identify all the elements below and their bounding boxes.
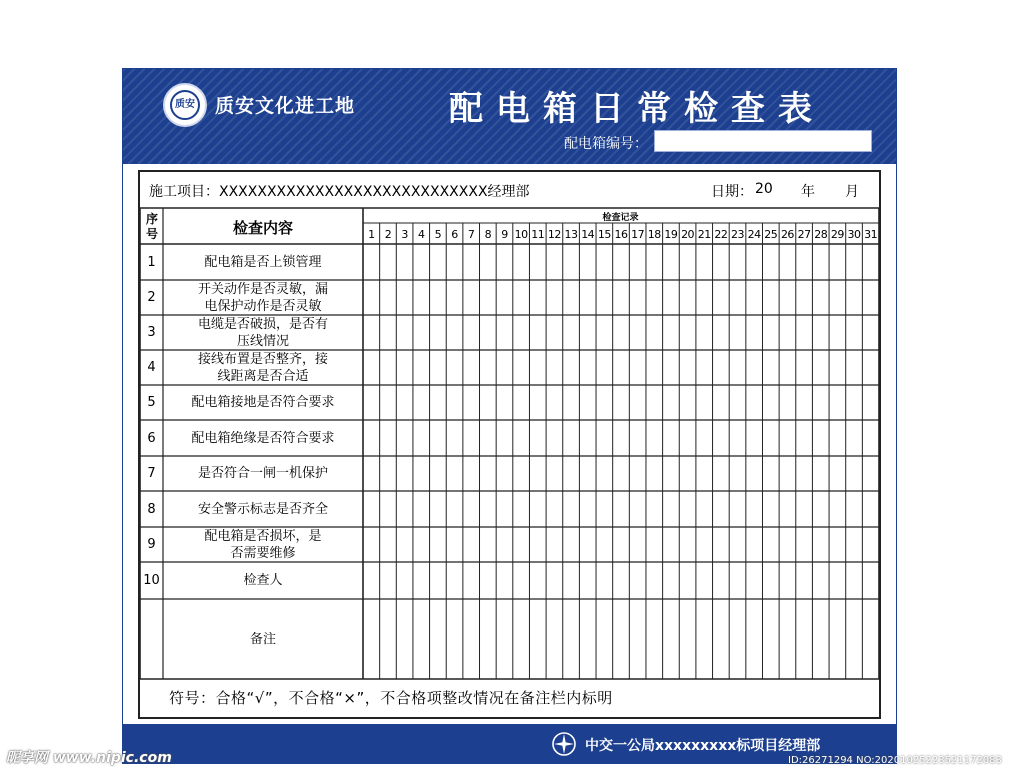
row-content: 安全警示标志是否齐全 [197, 501, 328, 517]
row-number: 1 [147, 254, 156, 270]
day-number: 28 [814, 228, 828, 241]
row-number: 10 [143, 573, 160, 588]
day-number: 16 [614, 228, 628, 241]
day-number: 21 [697, 228, 711, 241]
day-number: 19 [664, 228, 678, 241]
row-number: 6 [147, 430, 156, 446]
day-number: 5 [434, 228, 442, 241]
day-number: 18 [647, 228, 661, 241]
day-number: 29 [830, 228, 844, 241]
day-number: 25 [764, 228, 778, 241]
symbol-legend: 符号：合格“√”，不合格“×”，不合格项整改情况在备注栏内标明 [169, 689, 613, 707]
day-number: 6 [451, 228, 458, 241]
row-content: 开关动作是否灵敏，漏 电保护动作是否灵敏 [197, 281, 328, 314]
date-year: 20 [755, 181, 773, 197]
slogan: 质安文化进工地 [215, 95, 356, 117]
record-header: 检查记录 [602, 212, 639, 223]
row-number: 4 [147, 360, 156, 375]
day-number: 27 [797, 228, 811, 241]
day-number: 8 [484, 228, 492, 241]
day-number: 22 [714, 228, 728, 241]
row-number: 8 [147, 501, 156, 517]
date-month-unit: 月 [845, 184, 859, 200]
day-number: 10 [514, 228, 528, 241]
day-number: 9 [501, 228, 508, 241]
watermark-id: ID:26271294 NO:20201025223521172083 [788, 755, 1002, 766]
day-number: 2 [384, 228, 392, 241]
row-number: 5 [147, 395, 156, 410]
row-content: 配电箱是否损坏，是 否需要维修 [204, 528, 322, 561]
footer-company: 中交一公局xxxxxxxxx标项目经理部 [585, 738, 821, 754]
day-number: 31 [864, 228, 878, 241]
day-number: 1 [368, 228, 375, 241]
day-number: 7 [467, 228, 475, 241]
day-number: 3 [401, 228, 408, 241]
watermark-site: 昵享网 www.nipic.com [6, 750, 172, 766]
row-number: 3 [147, 325, 156, 340]
company-logo-icon [551, 731, 577, 757]
day-number: 20 [681, 228, 695, 241]
day-number: 30 [847, 228, 861, 241]
row-content: 配电箱是否上锁管理 [204, 254, 322, 270]
footer-banner [123, 724, 896, 763]
day-number: 26 [780, 228, 794, 241]
day-number: 23 [731, 228, 744, 241]
row-content: 检查人 [243, 573, 283, 588]
row-content: 配电箱接地是否符合要求 [191, 395, 335, 410]
remarks-label: 备注 [249, 631, 276, 647]
seq-header: 序号 [145, 212, 158, 241]
box-number-label: 配电箱编号： [564, 136, 648, 152]
row-number: 9 [147, 537, 156, 552]
row-content: 电缆是否破损，是否有 压线情况 [197, 316, 328, 349]
date-label: 日期： [711, 184, 753, 200]
day-number: 14 [581, 228, 595, 241]
day-number: 15 [597, 228, 611, 241]
day-number: 17 [631, 228, 645, 241]
row-content: 接线布置是否整齐，接 线距离是否合适 [197, 351, 328, 384]
page-title: 配电箱日常检查表 [449, 89, 825, 129]
row-number: 7 [147, 466, 156, 481]
day-number: 11 [531, 228, 545, 241]
date-year-unit: 年 [801, 184, 815, 200]
day-number: 24 [747, 228, 761, 241]
row-content: 配电箱绝缘是否符合要求 [191, 430, 335, 446]
content-header: 检查内容 [232, 218, 293, 237]
project-label: 施工项目：XXXXXXXXXXXXXXXXXXXXXXXXXXXX经理部 [149, 184, 530, 200]
day-number: 12 [547, 228, 561, 241]
day-number: 4 [417, 228, 425, 241]
inspection-board [122, 68, 897, 764]
row-number: 2 [147, 290, 156, 305]
logo-text: 质安 [170, 90, 200, 120]
day-number: 13 [564, 228, 578, 241]
row-content: 是否符合一闸一机保护 [197, 466, 328, 481]
